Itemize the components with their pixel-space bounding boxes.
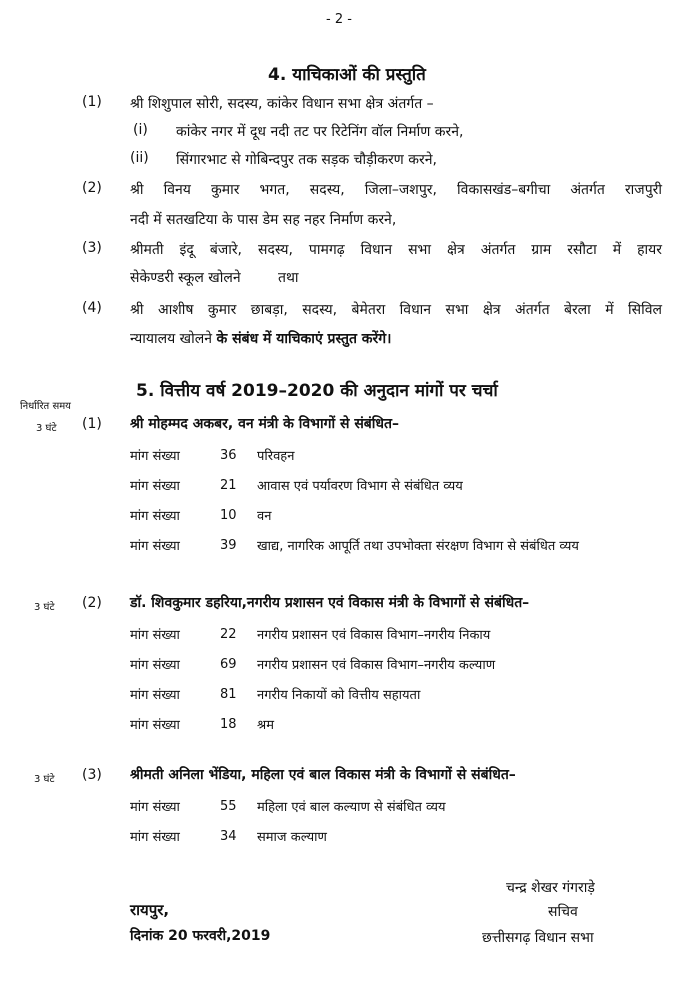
minister-2-title: डॉ. शिवकुमार डहरिया,नगरीय प्रशासन एवं विकास मंत्री के विभागों से संबंधित– (130, 595, 530, 611)
budget-heading: 5. वित्तीय वर्ष 2019–2020 की अनुदान मांगों पर चर्चा (136, 381, 498, 401)
petition-1-sub-ii-number: (ii) (130, 150, 149, 166)
demand-label: मांग संख्या (130, 628, 180, 643)
demand-label: मांग संख्या (130, 479, 180, 494)
minister-3-number: (3) (82, 767, 102, 783)
petitions-heading: 4. याचिकाओं की प्रस्तुति (268, 65, 426, 85)
minister-2-time: 3 घंटे (34, 602, 55, 613)
footer-designation: सचिव (548, 904, 578, 920)
demand-label: मांग संख्या (130, 688, 180, 703)
petition-1-sub-i-number: (i) (133, 122, 148, 138)
demand-label: मांग संख्या (130, 509, 180, 524)
demand-34-number: 34 (220, 829, 237, 844)
demand-18-number: 18 (220, 717, 237, 732)
demand-69-number: 69 (220, 657, 237, 672)
minister-1-time: 3 घंटे (36, 423, 57, 434)
demand-69-desc: नगरीय प्रशासन एवं विकास विभाग–नगरीय कल्याण (257, 658, 496, 673)
demand-39-number: 39 (220, 538, 237, 553)
demand-label: मांग संख्या (130, 449, 180, 464)
demand-22-desc: नगरीय प्रशासन एवं विकास विभाग–नगरीय निकाय (257, 628, 491, 643)
demand-21-desc: आवास एवं पर्यावरण विभाग से संबंधित व्यय (257, 479, 463, 494)
petition-1-number: (1) (82, 94, 102, 110)
minister-2-number: (2) (82, 595, 102, 611)
demand-55-number: 55 (220, 799, 237, 814)
minister-3-title: श्रीमती अनिला भेंडिया, महिला एवं बाल विकास मंत्री के विभागों से संबंधित– (130, 767, 516, 783)
demand-34-desc: समाज कल्याण (257, 830, 327, 845)
minister-1-number: (1) (82, 416, 102, 432)
demand-18-desc: श्रम (257, 718, 274, 733)
demand-label: मांग संख्या (130, 539, 180, 554)
minister-1-title: श्री मोहम्मद अकबर, वन मंत्री के विभागों से संबंधित– (130, 416, 399, 432)
petition-4-line2-bold: के संबंध में याचिकाएं प्रस्तुत करेंगे। (216, 331, 392, 347)
demand-22-number: 22 (220, 627, 237, 642)
petition-2-line1: श्री विनय कुमार भगत, सदस्य, जिला–जशपुर, विकासखंड–बगीचा अंतर्गत राजपुरी (130, 182, 662, 198)
petition-4-number: (4) (82, 300, 102, 316)
demand-label: मांग संख्या (130, 830, 180, 845)
demand-36-desc: परिवहन (257, 449, 295, 464)
petition-1-text: श्री शिशुपाल सोरी, सदस्य, कांकेर विधान सभा क्षेत्र अंतर्गत – (130, 96, 434, 112)
footer-place: रायपुर, (130, 901, 170, 919)
footer-office: छत्तीसगढ़ विधान सभा (482, 930, 594, 946)
footer-date: दिनांक 20 फरवरी,2019 (130, 928, 271, 944)
demand-label: मांग संख्या (130, 658, 180, 673)
demand-21-number: 21 (220, 478, 237, 493)
page-number: - 2 - (326, 12, 352, 27)
demand-36-number: 36 (220, 448, 237, 463)
petition-4-line1: श्री आशीष कुमार छाबड़ा, सदस्य, बेमेतरा विधान सभा क्षेत्र अंतर्गत बेरला में सिविल (130, 302, 662, 318)
petition-1-sub-i-text: कांकेर नगर में दूध नदी तट पर रिटेनिंग वॉल निर्माण करने, (176, 124, 464, 140)
petition-2-line2: नदी में सतखटिया के पास डेम सह नहर निर्माण करने, (130, 212, 397, 228)
footer-signatory: चन्द्र शेखर गंगराड़े (506, 880, 595, 896)
petition-3-conjunction: तथा (278, 270, 299, 286)
petition-1-sub-ii-text: सिंगारभाट से गोबिन्दपुर तक सड़क चौड़ीकरण करने, (176, 152, 437, 168)
time-header: निर्धारित समय (20, 401, 71, 412)
minister-3-time: 3 घंटे (34, 774, 55, 785)
demand-39-desc: खाद्य, नागरिक आपूर्ति तथा उपभोक्ता संरक्षण विभाग से संबंधित व्यय (257, 539, 579, 554)
petition-2-number: (2) (82, 180, 102, 196)
petition-3-line2: सेकेण्डरी स्कूल खोलने (130, 270, 241, 286)
petition-4-line2-text: न्यायालय खोलने (130, 331, 213, 347)
demand-81-number: 81 (220, 687, 237, 702)
demand-81-desc: नगरीय निकायों को वित्तीय सहायता (257, 688, 421, 703)
petition-3-number: (3) (82, 240, 102, 256)
demand-10-number: 10 (220, 508, 237, 523)
demand-10-desc: वन (257, 509, 272, 524)
demand-label: मांग संख्या (130, 800, 180, 815)
petition-3-line1: श्रीमती इंदू बंजारे, सदस्य, पामगढ़ विधान सभा क्षेत्र अंतर्गत ग्राम रसौटा में हायर (130, 242, 662, 258)
demand-label: मांग संख्या (130, 718, 180, 733)
petition-4-line2 (130, 329, 391, 348)
demand-55-desc: महिला एवं बाल कल्याण से संबंधित व्यय (257, 800, 446, 815)
